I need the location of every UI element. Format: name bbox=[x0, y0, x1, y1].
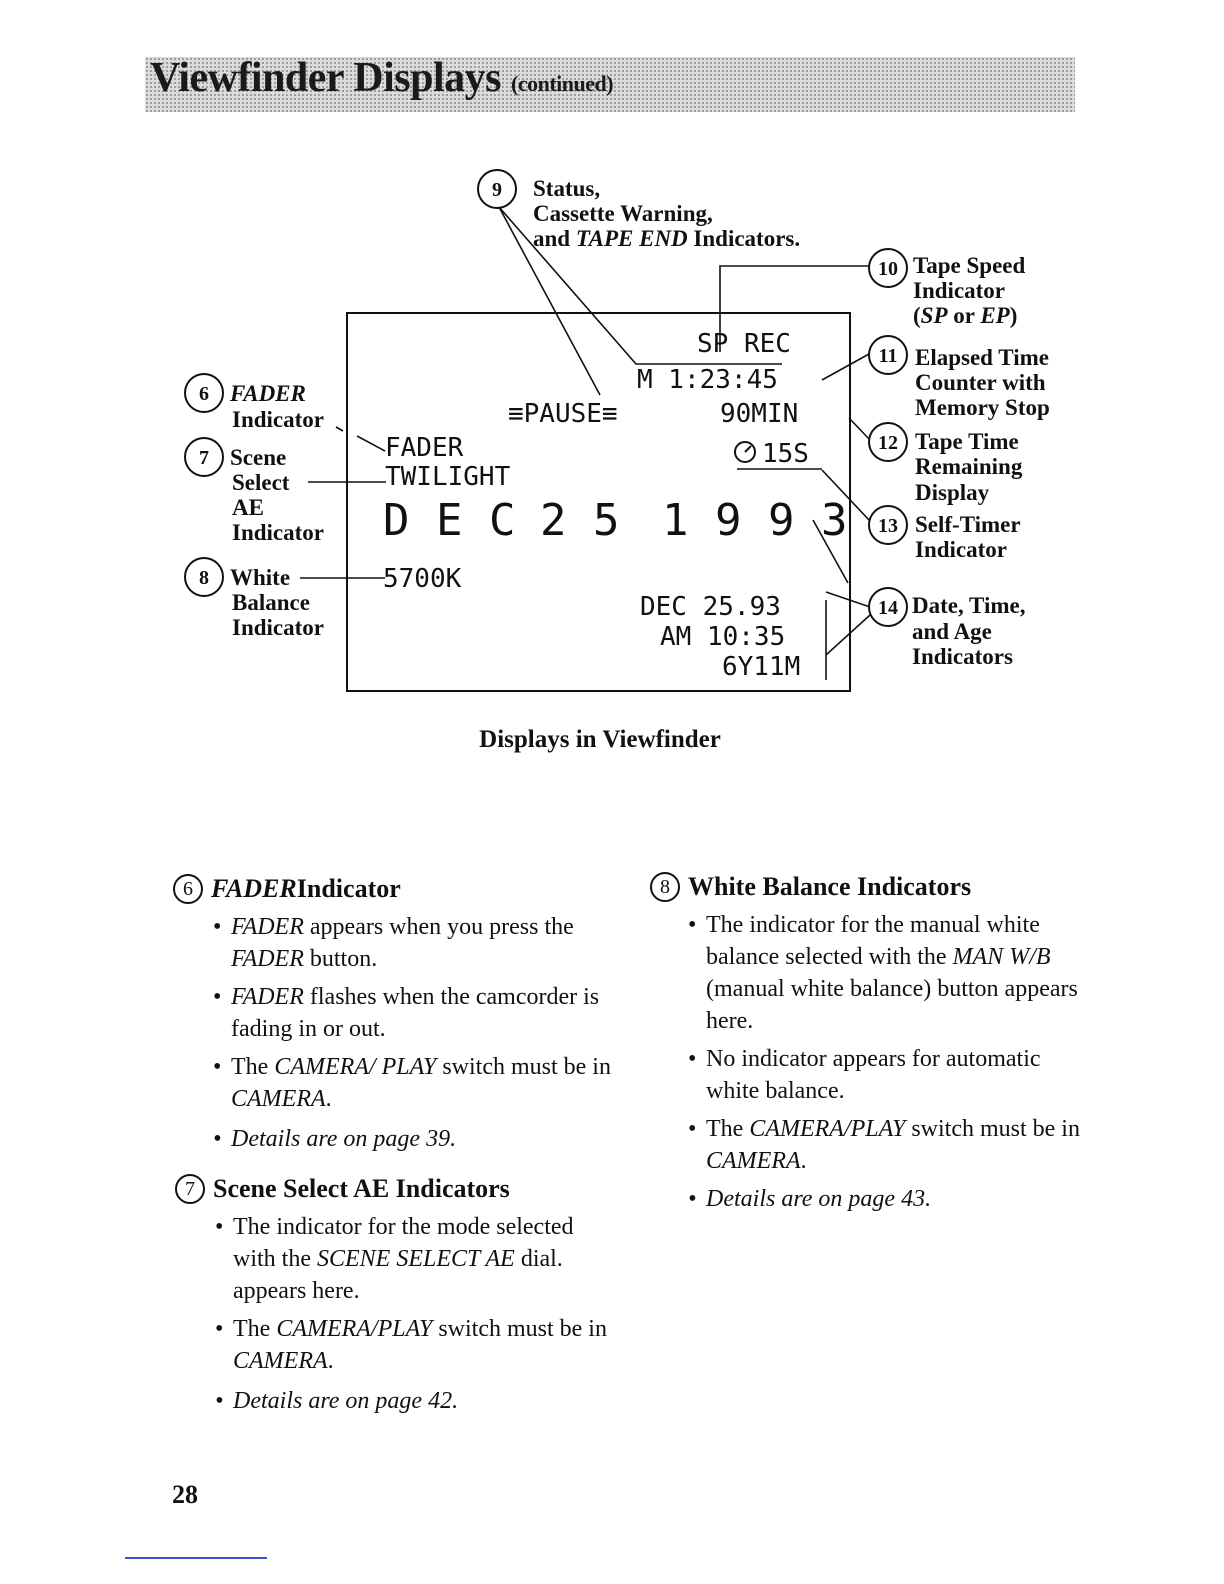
vf-timer: 15S bbox=[762, 439, 809, 469]
callout-12-line1: Tape Time bbox=[915, 429, 1019, 454]
callout-6-line2: Indicator bbox=[232, 407, 324, 432]
callout-7-line4: Indicator bbox=[232, 520, 324, 545]
vf-age: 6Y11M bbox=[722, 652, 801, 682]
section-fader-title-em: FADER bbox=[211, 874, 297, 903]
section-scene-title: Scene Select AE Indicators bbox=[213, 1174, 510, 1203]
callout-6-number: 6 bbox=[199, 383, 209, 405]
list-item: • Details are on page 43. bbox=[688, 1183, 1090, 1215]
callout-14-line1: Date, Time, bbox=[912, 593, 1026, 618]
vf-sp-rec: SP REC bbox=[697, 329, 791, 359]
callout-8-line2: Balance bbox=[232, 590, 310, 615]
title-text: Viewfinder Displays bbox=[150, 55, 502, 101]
vf-remaining: 90MIN bbox=[720, 399, 799, 429]
vf-counter: M 1:23:45 bbox=[637, 365, 778, 395]
section-wb-list bbox=[688, 909, 1090, 1215]
callout-13-line2: Indicator bbox=[915, 537, 1007, 562]
section-scene bbox=[175, 1171, 615, 1423]
title-continued: (continued) bbox=[511, 71, 614, 96]
vf-big-day: 2 5 bbox=[540, 495, 620, 546]
callout-11-line3: Memory Stop bbox=[915, 395, 1050, 420]
callout-10-line2: Indicator bbox=[913, 278, 1005, 303]
viewfinder-diagram bbox=[0, 0, 1224, 760]
section-white-balance bbox=[650, 869, 1090, 1221]
callout-7-line3: AE bbox=[232, 495, 264, 520]
list-item: • The CAMERA/ PLAY switch must be in CAMERA. bbox=[213, 1051, 613, 1115]
section-fader-list bbox=[213, 911, 613, 1155]
callout-7-line2: Select bbox=[232, 470, 290, 495]
callout-12-line3: Display bbox=[915, 480, 990, 505]
vf-white-balance: 5700K bbox=[383, 564, 462, 594]
callout-13-number: 13 bbox=[878, 515, 898, 537]
vf-scene: TWILIGHT bbox=[385, 462, 511, 492]
callout-10-number: 10 bbox=[878, 258, 898, 280]
list-item: • No indicator appears for automatic white balance. bbox=[688, 1043, 1090, 1107]
list-item: • Details are on page 39. bbox=[213, 1123, 613, 1155]
timer-icon bbox=[735, 442, 755, 462]
list-item: • Details are on page 42. bbox=[215, 1385, 615, 1417]
list-item: • FADER appears when you press the FADER button. bbox=[213, 911, 613, 975]
callout-6-line1: FADER bbox=[230, 381, 306, 406]
list-item: • The indicator for the mode selected with the SCENE SELECT AE dial. appears here. bbox=[215, 1211, 615, 1307]
callout-8-number: 8 bbox=[199, 567, 209, 589]
callout-12-line2: Remaining bbox=[915, 454, 1023, 479]
callout-8-line1: White bbox=[230, 565, 291, 590]
callout-9-line3: and TAPE END Indicators. bbox=[533, 226, 801, 251]
list-item: • The CAMERA/PLAY switch must be in CAMERA. bbox=[688, 1113, 1090, 1177]
callout-14-line2: and Age bbox=[912, 619, 992, 644]
vf-pause: ≡PAUSE≡ bbox=[508, 399, 618, 429]
callout-10-line3: (SP or EP) bbox=[913, 303, 1018, 328]
callout-12-number: 12 bbox=[878, 432, 898, 454]
vf-big-year: 1 9 9 3 bbox=[662, 495, 848, 546]
callout-7-number: 7 bbox=[199, 447, 209, 469]
callout-11-line1: Elapsed Time bbox=[915, 345, 1049, 370]
section-fader-heading bbox=[173, 871, 613, 907]
page-number: 28 bbox=[172, 1480, 198, 1509]
section-scene-heading bbox=[175, 1171, 615, 1207]
callout-8-line3: Indicator bbox=[232, 615, 324, 640]
callout-7-line1: Scene bbox=[230, 445, 287, 470]
callout-13-line1: Self-Timer bbox=[915, 512, 1021, 537]
list-item: • The indicator for the manual white balance selected with the MAN W/B (manual white balance) button appears here. bbox=[688, 909, 1090, 1037]
diagram-caption: Displays in Viewfinder bbox=[479, 726, 721, 753]
vf-time: AM 10:35 bbox=[660, 622, 786, 652]
section-fader-number: 6 bbox=[173, 874, 203, 904]
callout-11-number: 11 bbox=[878, 345, 898, 367]
section-wb-number: 8 bbox=[650, 872, 680, 902]
vf-big-month: D E C bbox=[383, 495, 516, 546]
callout-10-line1: Tape Speed bbox=[913, 253, 1026, 278]
vf-fader: FADER bbox=[385, 433, 464, 463]
section-scene-list bbox=[215, 1211, 615, 1417]
section-wb-heading bbox=[650, 869, 1090, 905]
callout-14-line3: Indicators bbox=[912, 644, 1013, 669]
callout-11-line2: Counter with bbox=[915, 370, 1046, 395]
section-fader-title: Indicator bbox=[296, 874, 401, 903]
section-wb-title: White Balance Indicators bbox=[688, 872, 972, 901]
list-item: • FADER flashes when the camcorder is fading in or out. bbox=[213, 981, 613, 1045]
callout-14-number: 14 bbox=[878, 597, 898, 619]
callout-9-line1: Status, bbox=[533, 176, 601, 201]
list-item: • The CAMERA/PLAY switch must be in CAMERA. bbox=[215, 1313, 615, 1377]
callout-9-number: 9 bbox=[492, 179, 502, 201]
callout-9-line2: Cassette Warning, bbox=[533, 201, 713, 226]
footer-rule bbox=[125, 1557, 267, 1559]
vf-date: DEC 25.93 bbox=[640, 592, 781, 622]
section-scene-number: 7 bbox=[175, 1174, 205, 1204]
section-fader bbox=[173, 871, 613, 1161]
